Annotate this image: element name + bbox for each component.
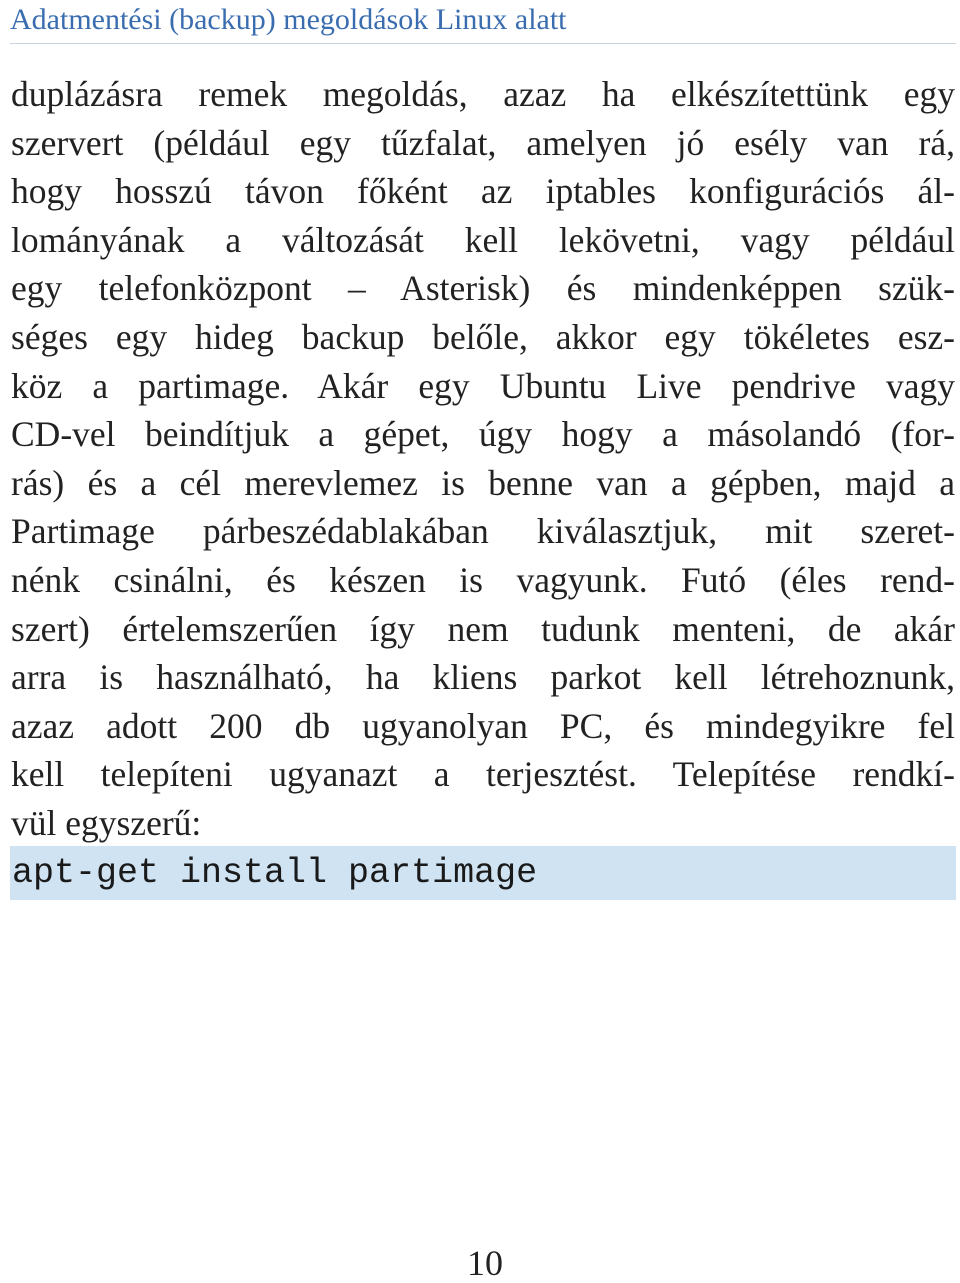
text-line: hogy hosszú távon főként az iptables konfigurációs ál- (11, 171, 955, 212)
page-number: 10 (467, 1243, 503, 1283)
text-line: kell telepíteni ugyanazt a terjesztést. Telepítése rendkí- (11, 754, 955, 795)
text-line: CD-vel beindítjuk a gépet, úgy hogy a másolandó (for- (11, 414, 955, 455)
text-line: azaz adott 200 db ugyanolyan PC, és mindegyikre fel (11, 705, 955, 746)
text-line: séges egy hideg backup belőle, akkor egy tökéletes esz- (11, 316, 955, 357)
text-line: nénk csinálni, és készen is vagyunk. Futó (éles rend- (11, 559, 955, 600)
text-line: Partimage párbeszédablakában kiválasztjuk, mit szeret- (11, 511, 955, 552)
text-line: arra is használható, ha kliens parkot kell létrehoznunk, (11, 657, 955, 698)
text-line: duplázásra remek megoldás, azaz ha elkészítettünk egy (11, 74, 955, 114)
text-line: vül egyszerű: (11, 802, 202, 843)
code-block (10, 846, 956, 900)
text-line: köz a partimage. Akár egy Ubuntu Live pendrive vagy (11, 365, 955, 406)
text-line: egy telefonközpont – Asterisk) és mindenképpen szük- (11, 268, 955, 309)
text-line: szervert (például egy tűzfalat, amelyen jó esély van rá, (11, 122, 955, 163)
text-line: rás) és a cél merevlemez is benne van a gépben, majd a (11, 462, 955, 503)
text-line: szert) értelemszerűen így nem tudunk menteni, de akár (11, 608, 955, 649)
code-command: apt-get install partimage (12, 853, 538, 893)
running-header (10, 2, 956, 44)
text-line: lományának a változását kell lekövetni, vagy például (11, 219, 955, 260)
body-paragraph (11, 70, 955, 848)
running-header-title: Adatmentési (backup) megoldások Linux alatt (10, 3, 567, 36)
